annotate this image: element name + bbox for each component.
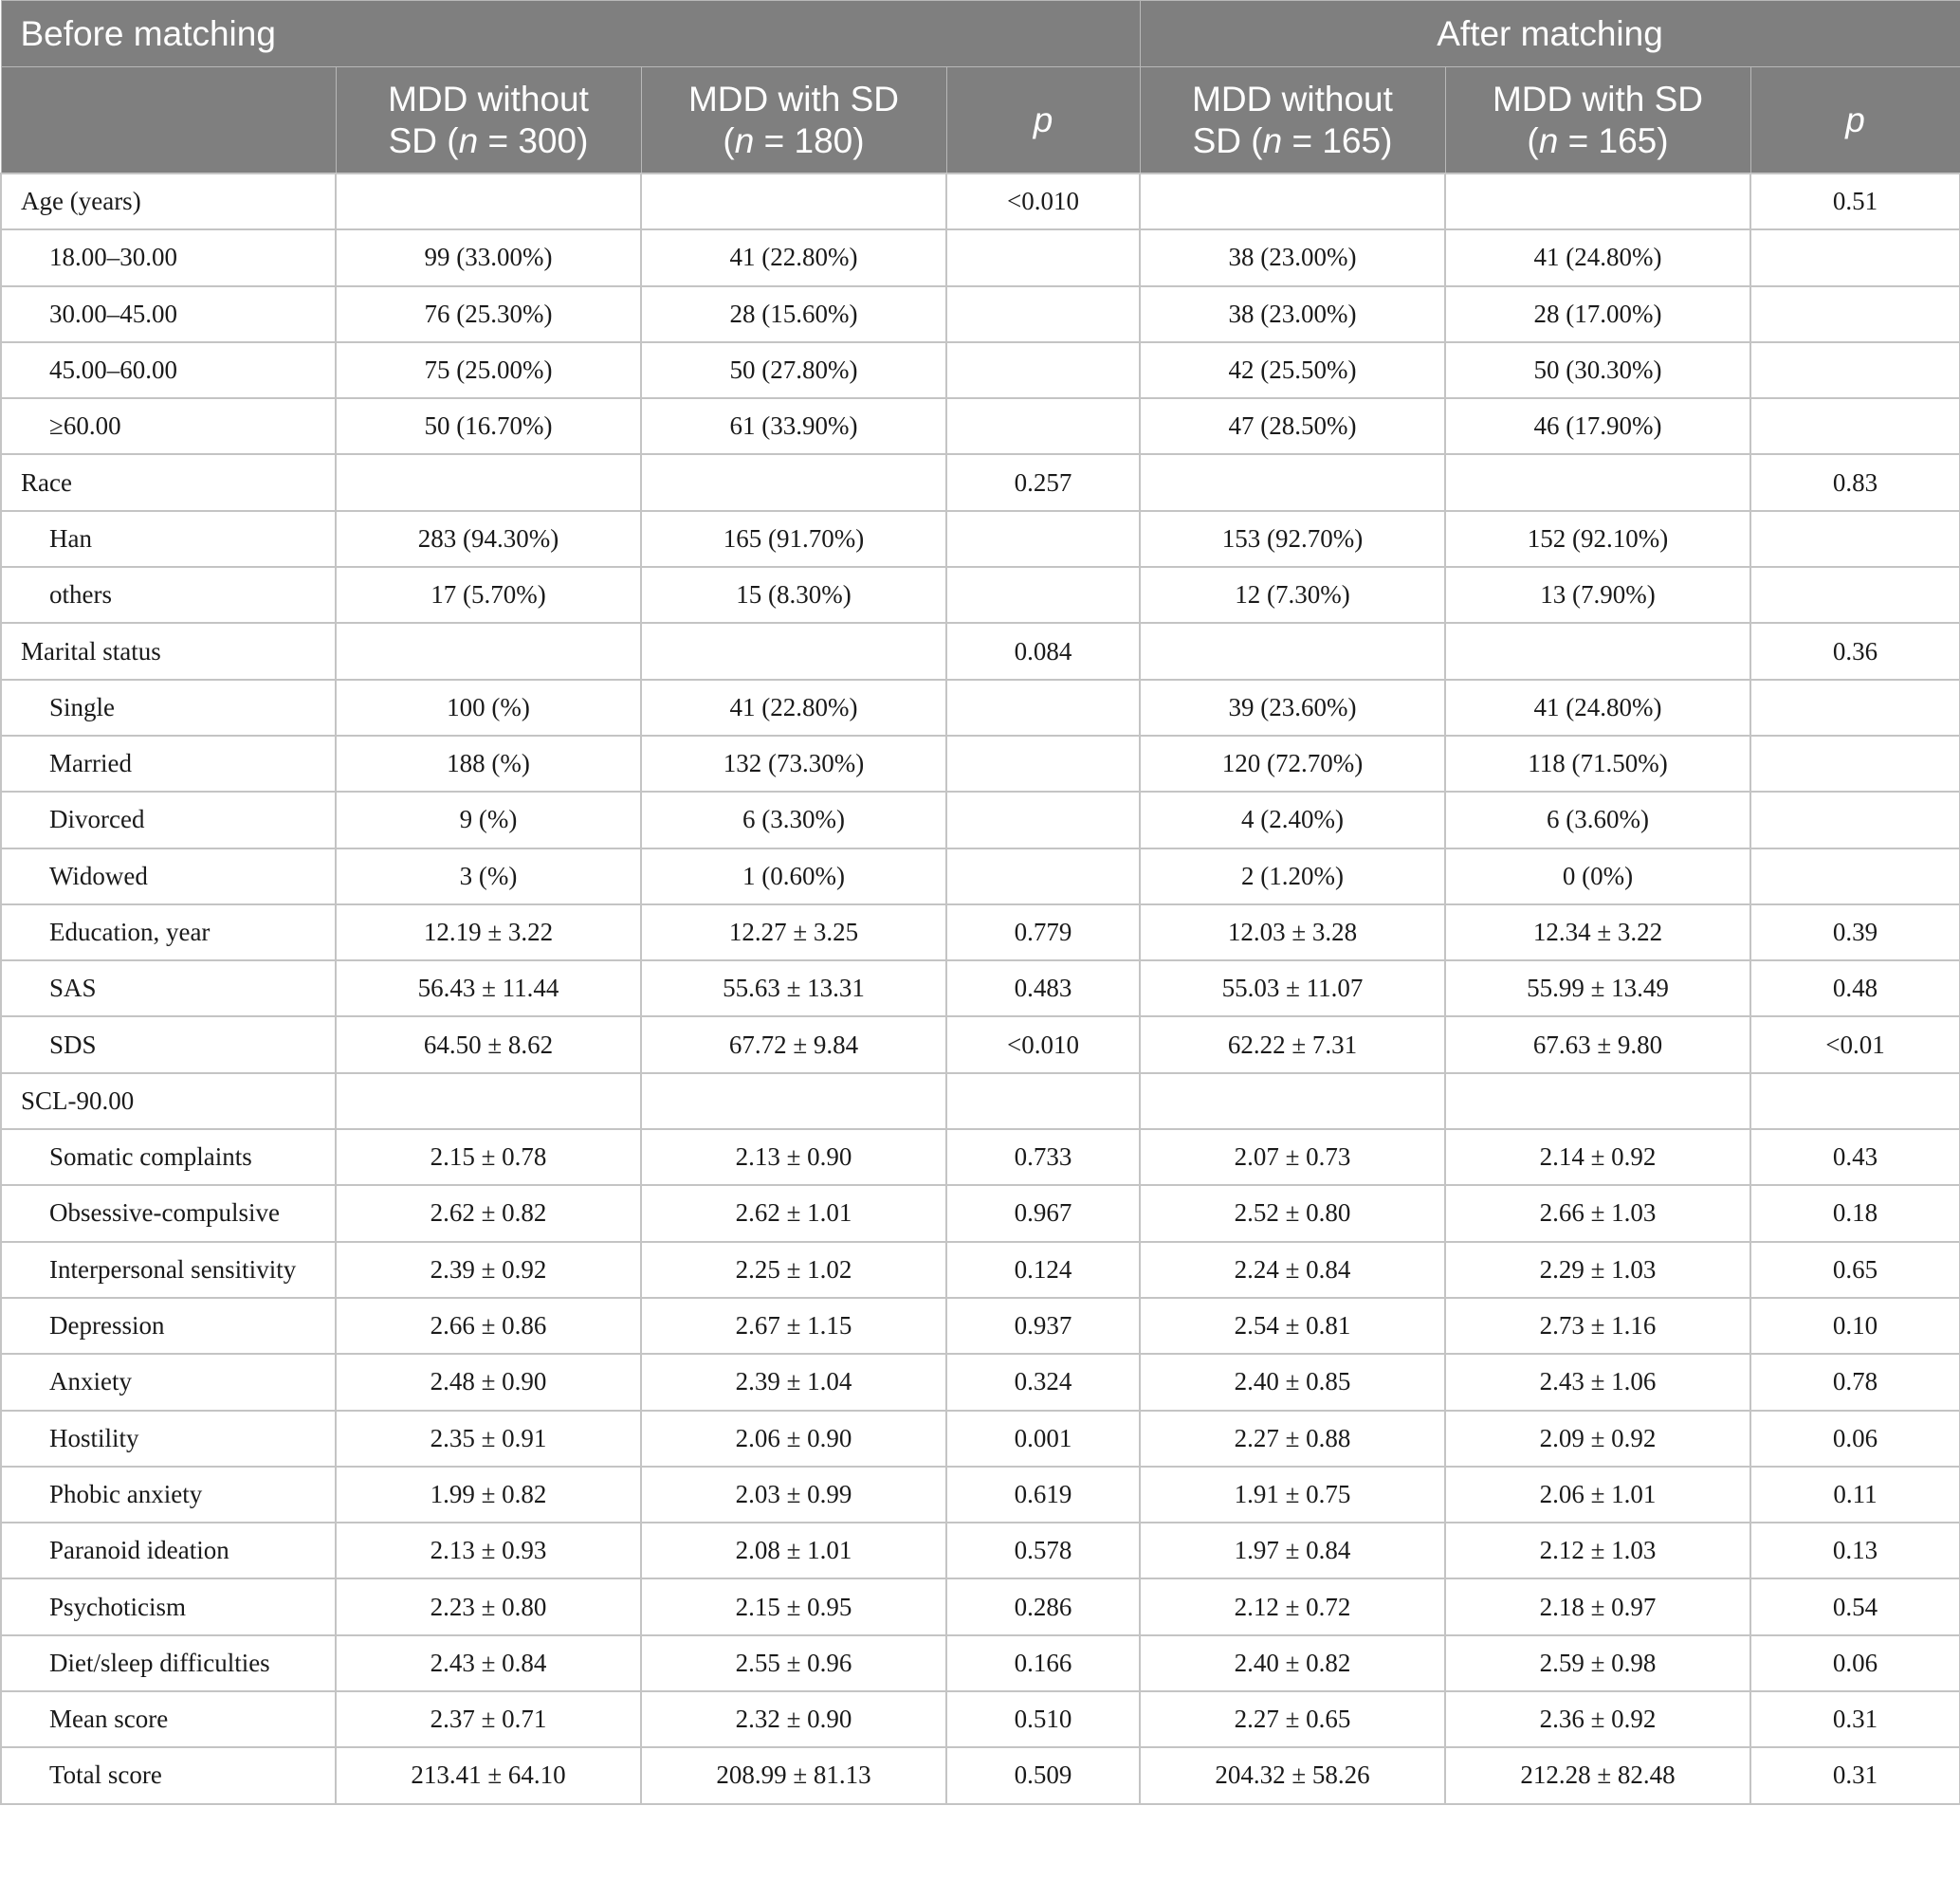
row-label: Obsessive-compulsive: [1, 1185, 336, 1241]
row-label: Age (years): [1, 173, 336, 229]
row-label: Education, year: [1, 904, 336, 960]
table-cell: 0.11: [1750, 1467, 1960, 1523]
table-cell: 0.084: [946, 623, 1140, 679]
table-cell: 2.27 ± 0.65: [1140, 1691, 1445, 1747]
table-cell: 0.166: [946, 1635, 1140, 1691]
row-label: ≥60.00: [1, 398, 336, 454]
row-label: Psychoticism: [1, 1578, 336, 1634]
table-cell: 56.43 ± 11.44: [336, 960, 641, 1016]
table-cell: 61 (33.90%): [641, 398, 946, 454]
group-header-row: [1, 1, 1960, 67]
table-cell: 55.63 ± 13.31: [641, 960, 946, 1016]
table-cell: [1750, 736, 1960, 792]
table-cell: 2.39 ± 0.92: [336, 1242, 641, 1298]
table-cell: 2.43 ± 1.06: [1445, 1354, 1750, 1410]
table-cell: 12.19 ± 3.22: [336, 904, 641, 960]
table-body: [1, 173, 1960, 1804]
table-cell: 2.67 ± 1.15: [641, 1298, 946, 1354]
table-row: [1, 1354, 1960, 1410]
col-after-with-sd: MDD with SD (n = 165): [1445, 67, 1750, 174]
table-row: [1, 398, 1960, 454]
table-cell: 0.286: [946, 1578, 1140, 1634]
row-label: 30.00–45.00: [1, 286, 336, 342]
col-before-with-sd: MDD with SD (n = 180): [641, 67, 946, 174]
row-label: Widowed: [1, 848, 336, 904]
table-cell: 12.27 ± 3.25: [641, 904, 946, 960]
table-cell: 2.40 ± 0.82: [1140, 1635, 1445, 1691]
table-cell: 2.39 ± 1.04: [641, 1354, 946, 1410]
table-row: [1, 173, 1960, 229]
table-cell: 2.25 ± 1.02: [641, 1242, 946, 1298]
table-cell: 2.36 ± 0.92: [1445, 1691, 1750, 1747]
table-cell: 2 (1.20%): [1140, 848, 1445, 904]
table-cell: 0.31: [1750, 1747, 1960, 1803]
table-cell: 2.13 ± 0.90: [641, 1129, 946, 1185]
table-cell: 2.08 ± 1.01: [641, 1523, 946, 1578]
table-cell: 47 (28.50%): [1140, 398, 1445, 454]
table-cell: [1750, 567, 1960, 623]
table-row: [1, 960, 1960, 1016]
table-cell: 0.39: [1750, 904, 1960, 960]
table-cell: 12.34 ± 3.22: [1445, 904, 1750, 960]
table-cell: 2.66 ± 0.86: [336, 1298, 641, 1354]
table-row: [1, 1411, 1960, 1467]
table-cell: 0.257: [946, 454, 1140, 510]
table-cell: 0.124: [946, 1242, 1140, 1298]
table-cell: 12.03 ± 3.28: [1140, 904, 1445, 960]
table-cell: [946, 567, 1140, 623]
row-label: Single: [1, 680, 336, 736]
table-cell: [641, 454, 946, 510]
table-row: [1, 1691, 1960, 1747]
table-cell: 2.27 ± 0.88: [1140, 1411, 1445, 1467]
table-cell: 208.99 ± 81.13: [641, 1747, 946, 1803]
table-cell: 188 (%): [336, 736, 641, 792]
table-cell: 41 (24.80%): [1445, 229, 1750, 285]
table-row: [1, 286, 1960, 342]
row-label: Phobic anxiety: [1, 1467, 336, 1523]
table-row: [1, 1073, 1960, 1129]
table-row: [1, 511, 1960, 567]
table-cell: [1750, 848, 1960, 904]
table-row: [1, 567, 1960, 623]
table-cell: 0.578: [946, 1523, 1140, 1578]
table-row: [1, 1635, 1960, 1691]
table-cell: 55.03 ± 11.07: [1140, 960, 1445, 1016]
table-cell: 1.91 ± 0.75: [1140, 1467, 1445, 1523]
table-cell: 2.06 ± 0.90: [641, 1411, 946, 1467]
table-row: [1, 1298, 1960, 1354]
table-cell: [946, 792, 1140, 848]
row-label: Han: [1, 511, 336, 567]
table-cell: 6 (3.30%): [641, 792, 946, 848]
table-cell: 283 (94.30%): [336, 511, 641, 567]
table-cell: 64.50 ± 8.62: [336, 1016, 641, 1072]
table-cell: [1140, 1073, 1445, 1129]
table-cell: 0.510: [946, 1691, 1140, 1747]
table-cell: 76 (25.30%): [336, 286, 641, 342]
table-cell: 0.78: [1750, 1354, 1960, 1410]
table-cell: 2.54 ± 0.81: [1140, 1298, 1445, 1354]
table-cell: [946, 1073, 1140, 1129]
table-cell: 2.29 ± 1.03: [1445, 1242, 1750, 1298]
table-cell: 204.32 ± 58.26: [1140, 1747, 1445, 1803]
table-row: [1, 904, 1960, 960]
table-cell: [1750, 342, 1960, 398]
table-cell: 4 (2.40%): [1140, 792, 1445, 848]
table-cell: 2.03 ± 0.99: [641, 1467, 946, 1523]
table-cell: 50 (27.80%): [641, 342, 946, 398]
table-cell: 118 (71.50%): [1445, 736, 1750, 792]
table-cell: 38 (23.00%): [1140, 286, 1445, 342]
table-cell: 46 (17.90%): [1445, 398, 1750, 454]
table-cell: [1750, 286, 1960, 342]
table-row: [1, 1747, 1960, 1803]
row-label: SDS: [1, 1016, 336, 1072]
table-cell: 0.83: [1750, 454, 1960, 510]
table-cell: 0.10: [1750, 1298, 1960, 1354]
before-matching-header: Before matching: [1, 1, 1140, 67]
table-cell: 50 (16.70%): [336, 398, 641, 454]
table-cell: [1140, 623, 1445, 679]
table-cell: 2.73 ± 1.16: [1445, 1298, 1750, 1354]
row-label: 45.00–60.00: [1, 342, 336, 398]
table-cell: 152 (92.10%): [1445, 511, 1750, 567]
table-cell: 2.18 ± 0.97: [1445, 1578, 1750, 1634]
table-cell: [1750, 1073, 1960, 1129]
table-cell: [946, 680, 1140, 736]
col-after-p: p: [1750, 67, 1960, 174]
table-cell: [946, 229, 1140, 285]
table-cell: 2.15 ± 0.95: [641, 1578, 946, 1634]
table-cell: [946, 398, 1140, 454]
table-cell: 0.483: [946, 960, 1140, 1016]
table-cell: 0.54: [1750, 1578, 1960, 1634]
table-row: [1, 623, 1960, 679]
table-cell: 50 (30.30%): [1445, 342, 1750, 398]
table-cell: 12 (7.30%): [1140, 567, 1445, 623]
table-cell: 38 (23.00%): [1140, 229, 1445, 285]
table-cell: 212.28 ± 82.48: [1445, 1747, 1750, 1803]
table-cell: 67.72 ± 9.84: [641, 1016, 946, 1072]
row-label: Depression: [1, 1298, 336, 1354]
table-cell: [1750, 511, 1960, 567]
table-cell: 0.43: [1750, 1129, 1960, 1185]
table-cell: 120 (72.70%): [1140, 736, 1445, 792]
col-before-without-sd: MDD without SD (n = 300): [336, 67, 641, 174]
table-cell: 2.59 ± 0.98: [1445, 1635, 1750, 1691]
table-cell: 0.48: [1750, 960, 1960, 1016]
table-cell: [946, 342, 1140, 398]
table-row: [1, 1242, 1960, 1298]
table-cell: 2.66 ± 1.03: [1445, 1185, 1750, 1241]
table-cell: [1445, 623, 1750, 679]
table-cell: 2.24 ± 0.84: [1140, 1242, 1445, 1298]
table-row: [1, 342, 1960, 398]
table-cell: [336, 623, 641, 679]
table-cell: 9 (%): [336, 792, 641, 848]
table-cell: 153 (92.70%): [1140, 511, 1445, 567]
table-cell: 0.06: [1750, 1411, 1960, 1467]
row-label: Married: [1, 736, 336, 792]
table-cell: 6 (3.60%): [1445, 792, 1750, 848]
table-cell: [1750, 680, 1960, 736]
row-label: Interpersonal sensitivity: [1, 1242, 336, 1298]
table-cell: [1140, 454, 1445, 510]
table-cell: 0.967: [946, 1185, 1140, 1241]
col-after-without-sd: MDD without SD (n = 165): [1140, 67, 1445, 174]
table-cell: 41 (22.80%): [641, 229, 946, 285]
table-cell: [946, 848, 1140, 904]
table-row: [1, 454, 1960, 510]
table-cell: [946, 511, 1140, 567]
table-cell: 2.43 ± 0.84: [336, 1635, 641, 1691]
table-cell: 2.40 ± 0.85: [1140, 1354, 1445, 1410]
table-cell: 213.41 ± 64.10: [336, 1747, 641, 1803]
table-cell: [641, 623, 946, 679]
table-row: [1, 792, 1960, 848]
table-cell: 2.07 ± 0.73: [1140, 1129, 1445, 1185]
column-header-row: [1, 67, 1960, 174]
row-label: Paranoid ideation: [1, 1523, 336, 1578]
table-cell: 0.31: [1750, 1691, 1960, 1747]
table-cell: 0.779: [946, 904, 1140, 960]
table-cell: 132 (73.30%): [641, 736, 946, 792]
table-cell: 2.23 ± 0.80: [336, 1578, 641, 1634]
table-cell: <0.010: [946, 173, 1140, 229]
table-cell: <0.010: [946, 1016, 1140, 1072]
table-cell: 15 (8.30%): [641, 567, 946, 623]
table-cell: 17 (5.70%): [336, 567, 641, 623]
table-cell: [641, 1073, 946, 1129]
table-cell: <0.01: [1750, 1016, 1960, 1072]
table-cell: 2.12 ± 0.72: [1140, 1578, 1445, 1634]
table-cell: 165 (91.70%): [641, 511, 946, 567]
table-row: [1, 1523, 1960, 1578]
row-label: 18.00–30.00: [1, 229, 336, 285]
table-cell: [336, 454, 641, 510]
table-row: [1, 1129, 1960, 1185]
after-matching-header: After matching: [1140, 1, 1960, 67]
col-before-p: p: [946, 67, 1140, 174]
table-cell: 0.13: [1750, 1523, 1960, 1578]
row-label: Hostility: [1, 1411, 336, 1467]
table-cell: [1445, 173, 1750, 229]
row-label: Marital status: [1, 623, 336, 679]
table-cell: [1750, 792, 1960, 848]
table-cell: 2.37 ± 0.71: [336, 1691, 641, 1747]
table-row: [1, 1185, 1960, 1241]
table-row: [1, 1578, 1960, 1634]
table-cell: 2.48 ± 0.90: [336, 1354, 641, 1410]
row-label: Race: [1, 454, 336, 510]
row-label: SCL-90.00: [1, 1073, 336, 1129]
table-cell: 0.619: [946, 1467, 1140, 1523]
row-label: others: [1, 567, 336, 623]
table-cell: 1.99 ± 0.82: [336, 1467, 641, 1523]
table-cell: [946, 286, 1140, 342]
table-cell: 2.14 ± 0.92: [1445, 1129, 1750, 1185]
table-cell: 0.65: [1750, 1242, 1960, 1298]
table-cell: [946, 736, 1140, 792]
table-cell: [1750, 229, 1960, 285]
table-row: [1, 1016, 1960, 1072]
table-cell: 75 (25.00%): [336, 342, 641, 398]
row-label: Mean score: [1, 1691, 336, 1747]
table-cell: 55.99 ± 13.49: [1445, 960, 1750, 1016]
table-cell: 42 (25.50%): [1140, 342, 1445, 398]
label-column-header: [1, 67, 336, 174]
table-cell: 2.32 ± 0.90: [641, 1691, 946, 1747]
table-cell: 0 (0%): [1445, 848, 1750, 904]
row-label: Divorced: [1, 792, 336, 848]
table-cell: 28 (15.60%): [641, 286, 946, 342]
table-cell: 28 (17.00%): [1445, 286, 1750, 342]
table-cell: 62.22 ± 7.31: [1140, 1016, 1445, 1072]
table-cell: 3 (%): [336, 848, 641, 904]
table-row: [1, 848, 1960, 904]
table-cell: [1140, 173, 1445, 229]
table-cell: 0.937: [946, 1298, 1140, 1354]
table-cell: 1.97 ± 0.84: [1140, 1523, 1445, 1578]
table-cell: 2.62 ± 0.82: [336, 1185, 641, 1241]
table-cell: [336, 173, 641, 229]
table-cell: [1445, 1073, 1750, 1129]
table-cell: [1445, 454, 1750, 510]
table-cell: 2.62 ± 1.01: [641, 1185, 946, 1241]
table-cell: [641, 173, 946, 229]
table-cell: 2.35 ± 0.91: [336, 1411, 641, 1467]
table-cell: 0.733: [946, 1129, 1140, 1185]
table-row: [1, 229, 1960, 285]
row-label: Total score: [1, 1747, 336, 1803]
table-row: [1, 680, 1960, 736]
table-cell: 2.13 ± 0.93: [336, 1523, 641, 1578]
table-cell: 41 (22.80%): [641, 680, 946, 736]
table-cell: 13 (7.90%): [1445, 567, 1750, 623]
table-cell: 2.15 ± 0.78: [336, 1129, 641, 1185]
table-cell: [336, 1073, 641, 1129]
table-cell: 2.06 ± 1.01: [1445, 1467, 1750, 1523]
table-cell: [1750, 398, 1960, 454]
row-label: Diet/sleep difficulties: [1, 1635, 336, 1691]
table-cell: 67.63 ± 9.80: [1445, 1016, 1750, 1072]
row-label: SAS: [1, 960, 336, 1016]
table-cell: 0.509: [946, 1747, 1140, 1803]
table-cell: 2.09 ± 0.92: [1445, 1411, 1750, 1467]
table-cell: 41 (24.80%): [1445, 680, 1750, 736]
table-cell: 0.001: [946, 1411, 1140, 1467]
table-cell: 0.06: [1750, 1635, 1960, 1691]
table-cell: 0.324: [946, 1354, 1140, 1410]
table-cell: 2.12 ± 1.03: [1445, 1523, 1750, 1578]
table-cell: 99 (33.00%): [336, 229, 641, 285]
table-header: [1, 1, 1960, 174]
table-row: [1, 736, 1960, 792]
table-cell: 1 (0.60%): [641, 848, 946, 904]
table-cell: 2.55 ± 0.96: [641, 1635, 946, 1691]
table-cell: 2.52 ± 0.80: [1140, 1185, 1445, 1241]
table-cell: 0.18: [1750, 1185, 1960, 1241]
table-cell: 39 (23.60%): [1140, 680, 1445, 736]
table-cell: 0.51: [1750, 173, 1960, 229]
table-row: [1, 1467, 1960, 1523]
table-cell: 0.36: [1750, 623, 1960, 679]
table-cell: 100 (%): [336, 680, 641, 736]
row-label: Anxiety: [1, 1354, 336, 1410]
row-label: Somatic complaints: [1, 1129, 336, 1185]
